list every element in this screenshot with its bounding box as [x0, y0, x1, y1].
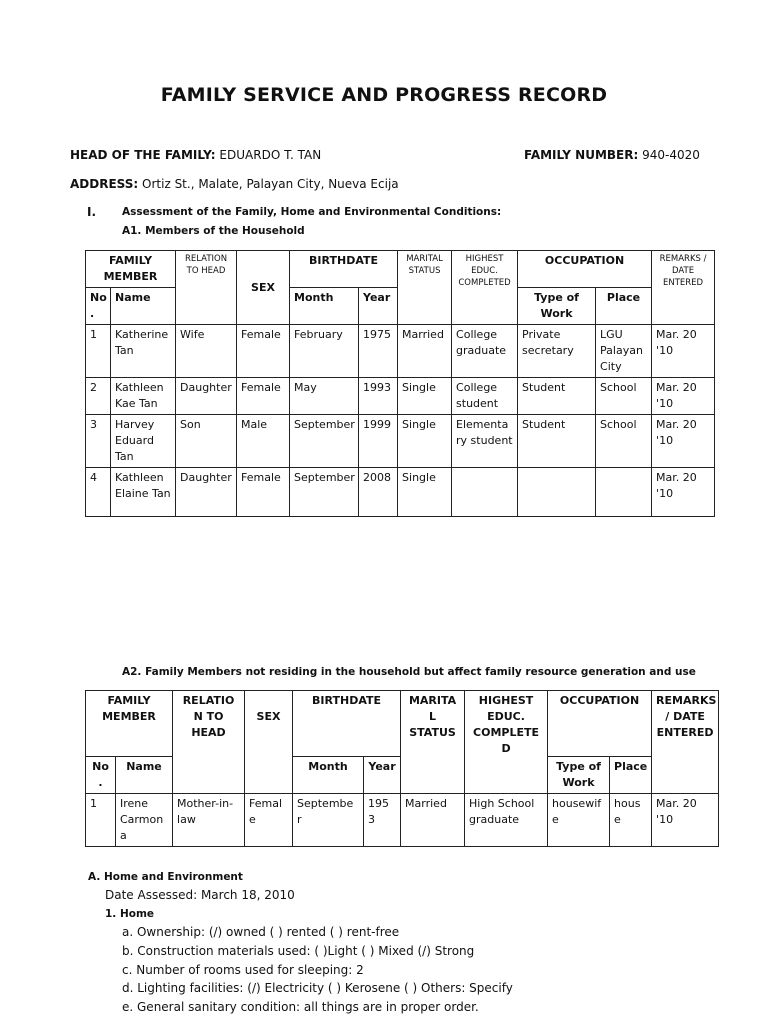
head-of-family	[70, 148, 321, 162]
table-header-row	[86, 251, 715, 288]
header-sex: SEX	[237, 251, 290, 325]
head-of-family-value: EDUARDO T. TAN	[219, 148, 322, 162]
header-place: Place	[596, 288, 652, 325]
cell-educ: College graduate	[452, 325, 518, 378]
cell-no: 3	[86, 415, 111, 468]
table-row	[86, 378, 715, 415]
cell-remarks: Mar. 20 '10	[652, 378, 715, 415]
cell-relation: Wife	[176, 325, 237, 378]
header-family-member: FAMILY MEMBER	[86, 251, 176, 288]
cell-sex: Female	[237, 378, 290, 415]
cell-remarks: Mar. 20 '10	[652, 794, 719, 847]
header-month: Month	[290, 288, 359, 325]
cell-relation: Daughter	[176, 378, 237, 415]
table-header-row	[86, 691, 719, 757]
cell-educ	[452, 468, 518, 517]
cell-work: housewif e	[548, 794, 610, 847]
header-marital: MARITA L STATUS	[401, 691, 465, 794]
family-number	[524, 148, 700, 162]
table-row	[86, 468, 715, 517]
table-row	[86, 794, 719, 847]
cell-year: 195 3	[364, 794, 401, 847]
cell-month: September	[290, 415, 359, 468]
family-number-value: 940-4020	[642, 148, 700, 162]
header-relation: RELATION TO HEAD	[176, 251, 237, 325]
cell-no: 1	[86, 794, 116, 847]
cell-sex: Female	[237, 468, 290, 517]
cell-no: 2	[86, 378, 111, 415]
home-item-sanitary: e. General sanitary condition: all things are in proper order.	[122, 1000, 479, 1014]
table-row	[86, 325, 715, 378]
cell-sex: Male	[237, 415, 290, 468]
family-number-label: FAMILY NUMBER:	[524, 148, 639, 162]
cell-place: hous e	[610, 794, 652, 847]
header-birthdate: BIRTHDATE	[290, 251, 398, 288]
header-marital: MARITAL STATUS	[398, 251, 452, 325]
header-year: Year	[364, 757, 401, 794]
cell-remarks: Mar. 20 '10	[652, 468, 715, 517]
header-name: Name	[116, 757, 173, 794]
cell-marital: Single	[398, 378, 452, 415]
header-remarks: REMARKS / DATE ENTERED	[652, 251, 715, 325]
cell-educ: High School graduate	[465, 794, 548, 847]
cell-work: Student	[518, 378, 596, 415]
cell-name: Harvey Eduard Tan	[111, 415, 176, 468]
cell-sex: Female	[237, 325, 290, 378]
home-item-lighting: d. Lighting facilities: (/) Electricity ( ) Kerosene ( ) Others: Specify	[122, 981, 513, 995]
address-value: Ortiz St., Malate, Palayan City, Nueva Ecija	[142, 177, 399, 191]
cell-month: September	[290, 468, 359, 517]
header-place: Place	[610, 757, 652, 794]
a2-title: A2. Family Members not residing in the household but affect family resource generation and use	[122, 666, 696, 678]
cell-place: LGU Palayan City	[596, 325, 652, 378]
cell-year: 2008	[359, 468, 398, 517]
cell-name: Katherine Tan	[111, 325, 176, 378]
cell-work: Private secretary	[518, 325, 596, 378]
header-year: Year	[359, 288, 398, 325]
cell-name: Kathleen Kae Tan	[111, 378, 176, 415]
cell-year: 1999	[359, 415, 398, 468]
cell-place	[596, 468, 652, 517]
header-sex: SEX	[245, 691, 293, 794]
cell-marital: Married	[398, 325, 452, 378]
header-type-of-work: Type of Work	[548, 757, 610, 794]
cell-no: 1	[86, 325, 111, 378]
page-title: FAMILY SERVICE AND PROGRESS RECORD	[160, 84, 608, 106]
cell-remarks: Mar. 20 '10	[652, 415, 715, 468]
header-remarks: REMARKS / DATE ENTERED	[652, 691, 719, 794]
header-occupation: OCCUPATION	[548, 691, 652, 757]
a1-title: A1. Members of the Household	[122, 225, 305, 237]
header-educ: HIGHEST EDUC. COMPLETE D	[465, 691, 548, 794]
cell-name: Irene Carmon a	[116, 794, 173, 847]
address	[70, 177, 399, 191]
cell-month: February	[290, 325, 359, 378]
header-family-member: FAMILY MEMBER	[86, 691, 173, 757]
header-type-of-work: Type of Work	[518, 288, 596, 325]
header-relation: RELATIO N TO HEAD	[173, 691, 245, 794]
cell-year: 1993	[359, 378, 398, 415]
cell-marital: Single	[398, 415, 452, 468]
cell-name: Kathleen Elaine Tan	[111, 468, 176, 517]
cell-remarks: Mar. 20 '10	[652, 325, 715, 378]
section-i-title: Assessment of the Family, Home and Environmental Conditions:	[122, 206, 502, 218]
cell-year: 1975	[359, 325, 398, 378]
home-item-ownership: a. Ownership: (/) owned ( ) rented ( ) rent-free	[122, 925, 400, 939]
header-no: No .	[86, 757, 116, 794]
header-occupation: OCCUPATION	[518, 251, 652, 288]
home-item-construction: b. Construction materials used: ( )Light ( ) Mixed (/) Strong	[122, 944, 475, 958]
header-month: Month	[293, 757, 364, 794]
cell-place: School	[596, 415, 652, 468]
cell-relation: Daughter	[176, 468, 237, 517]
cell-no: 4	[86, 468, 111, 517]
cell-month: May	[290, 378, 359, 415]
header-no: No .	[86, 288, 111, 325]
cell-work	[518, 468, 596, 517]
non-resident-members-table	[85, 690, 719, 847]
cell-relation: Son	[176, 415, 237, 468]
date-assessed: Date Assessed: March 18, 2010	[105, 888, 295, 902]
cell-work: Student	[518, 415, 596, 468]
home-env-title: A. Home and Environment	[88, 871, 243, 883]
home-heading: 1. Home	[105, 908, 155, 920]
header-name: Name	[111, 288, 176, 325]
cell-sex: Femal e	[245, 794, 293, 847]
cell-relation: Mother-in-law	[173, 794, 245, 847]
cell-educ: College student	[452, 378, 518, 415]
household-members-table	[85, 250, 715, 517]
cell-marital: Single	[398, 468, 452, 517]
table-row	[86, 415, 715, 468]
header-educ: HIGHEST EDUC. COMPLETED	[452, 251, 518, 325]
cell-month: Septembe r	[293, 794, 364, 847]
cell-marital: Married	[401, 794, 465, 847]
cell-place: School	[596, 378, 652, 415]
header-birthdate: BIRTHDATE	[293, 691, 401, 757]
section-i-number: I.	[87, 205, 97, 219]
head-of-family-label: HEAD OF THE FAMILY:	[70, 148, 216, 162]
address-label: ADDRESS:	[70, 177, 139, 191]
home-item-rooms: c. Number of rooms used for sleeping: 2	[122, 963, 364, 977]
cell-educ: Elementa ry student	[452, 415, 518, 468]
